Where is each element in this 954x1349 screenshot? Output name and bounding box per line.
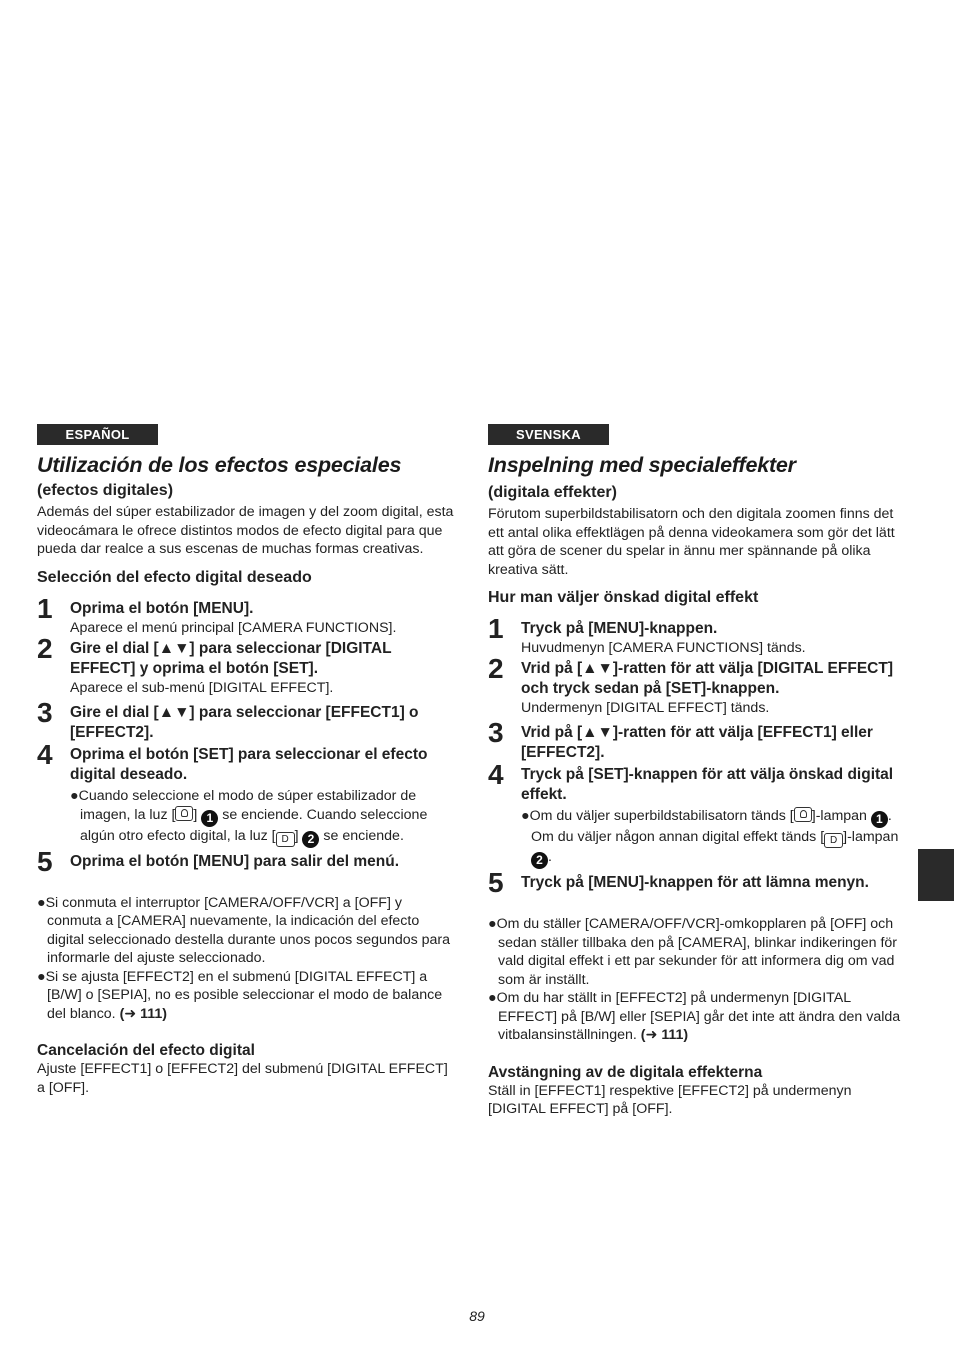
step-number: 4 xyxy=(37,738,53,770)
step-note: Undermenyn [DIGITAL EFFECT] tänds. xyxy=(521,700,770,716)
section-subtitle: (digitala effekter) xyxy=(488,484,617,501)
language-badge: SVENSKA xyxy=(488,424,609,445)
digital-effect-lamp-icon: D xyxy=(276,832,295,847)
note-item: ●Om du ställer [CAMERA/OFF/VCR]-omkopplaren på [OFF] och sedan ställer tillbaka den på [CAMERA], blinkar indikeringen för vald digital effekt i ett par sekunder för att informera dig om vad som är inställt. xyxy=(488,916,898,988)
intro-paragraph: Förutom superbildstabilisatorn och den digitala zoomen finns det ett antal olika effektlägen på denna videokamera som gör det lätt att göra de scener du spelar in ännu mer spännande på olika kreativa sätt. xyxy=(488,506,895,578)
section-title: Inspelning med specialeffekter xyxy=(488,453,796,477)
column-espanol xyxy=(37,424,457,1097)
cancel-text: Ajuste [EFFECT1] o [EFFECT2] del submenú [DIGITAL EFFECT] a [OFF]. xyxy=(37,1061,448,1096)
step-bullet: ●Cuando seleccione el modo de súper estabilizador de imagen, la luz [ ] 1 se enciende. Cuando seleccione algún otro efecto digital, la luz [ D ] 2 se enciende. xyxy=(70,787,428,846)
step-note: Aparece el menú principal [CAMERA FUNCTIONS]. xyxy=(70,619,397,636)
step-number: 5 xyxy=(37,845,53,877)
step-number: 5 xyxy=(488,867,504,898)
notes-list xyxy=(37,894,457,1024)
page-reference: (➜ 111) xyxy=(119,1005,167,1022)
stabilizer-lamp-icon xyxy=(175,806,193,821)
step-instruction: Oprima el botón [MENU]. xyxy=(70,599,254,617)
step-number: 1 xyxy=(37,592,53,624)
step-instruction: Tryck på [SET]-knappen för att välja önskad digital effekt. xyxy=(521,766,894,803)
step-4 xyxy=(488,759,908,869)
step-1 xyxy=(488,613,908,657)
step-number: 4 xyxy=(488,759,504,790)
step-1 xyxy=(37,592,457,637)
step-number: 2 xyxy=(488,653,504,684)
step-5 xyxy=(37,845,457,877)
digital-effect-lamp-icon: D xyxy=(824,833,843,848)
step-3 xyxy=(37,696,457,743)
procedure-heading: Selección del efecto digital deseado xyxy=(37,568,312,586)
step-instruction: Gire el dial [▲▼] para seleccionar [DIGITAL EFFECT] y oprima el botón [SET]. xyxy=(70,639,392,677)
procedure-heading: Hur man väljer önskad digital effekt xyxy=(488,589,759,606)
section-title: Utilización de los efectos especiales xyxy=(37,453,402,477)
step-note: Aparece el sub-menú [DIGITAL EFFECT]. xyxy=(70,679,334,696)
step-instruction: Gire el dial [▲▼] para seleccionar [EFFECT1] o [EFFECT2]. xyxy=(70,703,419,741)
step-2 xyxy=(37,632,457,697)
cancel-text: Ställ in [EFFECT1] respektive [EFFECT2] på undermenyn [DIGITAL EFFECT] på [OFF]. xyxy=(488,1082,852,1117)
step-instruction: Oprima el botón [MENU] para salir del menú. xyxy=(70,852,399,870)
step-number: 3 xyxy=(37,696,53,728)
note-item: ●Om du har ställt in [EFFECT2] på undermenyn [DIGITAL EFFECT] på [B/W] eller [SEPIA] går det inte att ändra den valda vitbalansinställningen. (➜ 111) xyxy=(488,990,901,1043)
note-item: ●Si conmuta el interruptor [CAMERA/OFF/VCR] a [OFF] y conmuta a [CAMERA] nuevamente, la indicación del efecto digital seleccionado destella durante unos pocos segundos para informarle del ajuste seleccionado. xyxy=(37,894,451,966)
page-number: 89 xyxy=(469,1308,485,1324)
number-2-icon: 2 xyxy=(302,831,319,848)
step-4 xyxy=(37,738,457,848)
note-item: ●Si se ajusta [EFFECT2] en el submenú [DIGITAL EFFECT] a [B/W] o [SEPIA], no es posible seleccionar el modo de balance del blanco. (➜ 111) xyxy=(37,968,443,1022)
language-badge: ESPAÑOL xyxy=(37,424,158,445)
step-instruction: Vrid på [▲▼]-ratten för att välja [EFFECT1] eller [EFFECT2]. xyxy=(521,724,873,761)
step-note: Huvudmenyn [CAMERA FUNCTIONS] tänds. xyxy=(521,640,806,656)
step-instruction: Tryck på [MENU]-knappen för att lämna menyn. xyxy=(521,874,869,891)
number-1-icon: 1 xyxy=(201,810,218,827)
step-instruction: Tryck på [MENU]-knappen. xyxy=(521,620,718,637)
section-subtitle: (efectos digitales) xyxy=(37,482,174,499)
step-instruction: Vrid på [▲▼]-ratten för att välja [DIGITAL EFFECT] och tryck sedan på [SET]-knappen. xyxy=(521,660,893,697)
step-number: 2 xyxy=(37,632,53,664)
number-1-icon: 1 xyxy=(871,811,888,828)
step-bullet: ●Om du väljer superbildstabilisatorn tänds [ ]-lampan 1 . Om du väljer någon annan digital effekt tänds [ D ]-lampan 2 . xyxy=(521,808,899,867)
page-reference: (➜ 111) xyxy=(640,1027,689,1043)
stabilizer-lamp-icon xyxy=(794,807,812,822)
step-5 xyxy=(488,867,908,898)
intro-paragraph: Además del súper estabilizador de imagen y del zoom digital, esta videocámara le ofrece distintos modos de efecto digital para que pueda dar realce a sus escenas de muchas formas creativas. xyxy=(37,504,454,557)
cancel-heading: Cancelación del efecto digital xyxy=(37,1042,255,1059)
step-2 xyxy=(488,653,908,717)
step-instruction: Oprima el botón [SET] para seleccionar el efecto digital deseado. xyxy=(70,745,428,783)
step-number: 3 xyxy=(488,717,504,748)
column-svenska xyxy=(488,424,908,1119)
notes-list xyxy=(488,915,908,1045)
cancel-heading: Avstängning av de digitala effekterna xyxy=(488,1063,763,1081)
number-2-icon: 2 xyxy=(531,852,548,869)
section-side-tab xyxy=(918,849,954,901)
step-number: 1 xyxy=(488,613,504,644)
step-3 xyxy=(488,717,908,763)
